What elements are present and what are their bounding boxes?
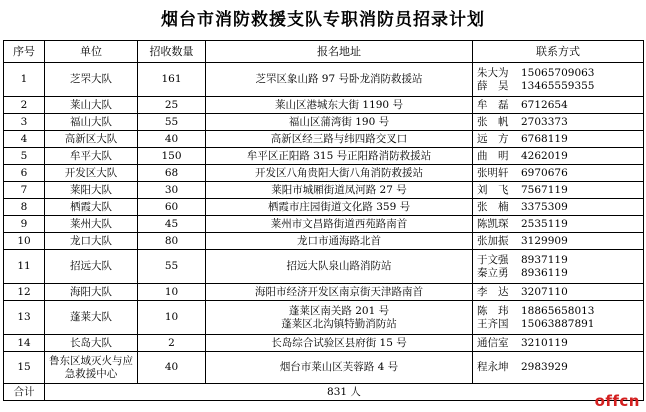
row-contact — [473, 63, 644, 97]
table-row — [4, 148, 644, 165]
address-line: 芝罘区象山路 97 号卧龙消防救援站 — [255, 73, 423, 85]
row-unit: 长岛大队 — [45, 335, 138, 352]
contact-line — [477, 150, 641, 163]
row-count: 25 — [138, 97, 206, 114]
row-address — [206, 233, 473, 250]
row-address — [206, 216, 473, 233]
row-unit: 高新区大队 — [45, 131, 138, 148]
row-unit: 鲁东区域灭火与应急救援中心 — [45, 352, 138, 384]
contact-phone: 6768119 — [521, 132, 568, 145]
row-count: 60 — [138, 199, 206, 216]
table-row — [4, 182, 644, 199]
row-no: 3 — [4, 114, 45, 131]
row-unit: 海阳大队 — [45, 284, 138, 301]
row-contact — [473, 216, 644, 233]
row-unit: 莱山大队 — [45, 97, 138, 114]
row-count: 45 — [138, 216, 206, 233]
contact-phone: 4262019 — [521, 149, 568, 162]
address-line: 福山区蒲湾街 190 号 — [288, 115, 390, 128]
contact-name: 刘 飞 — [477, 183, 509, 196]
contact-name: 通信室 — [477, 336, 509, 349]
contact-line — [477, 116, 641, 129]
row-address — [206, 335, 473, 352]
contact-line — [477, 267, 641, 280]
header-contact: 联系方式 — [473, 41, 644, 63]
row-count: 150 — [138, 148, 206, 165]
row-address — [206, 165, 473, 182]
row-contact — [473, 182, 644, 199]
contact-name: 朱大为 — [477, 66, 509, 79]
row-address — [206, 131, 473, 148]
row-address — [206, 284, 473, 301]
contact-phone: 2703373 — [521, 115, 568, 128]
row-contact — [473, 352, 644, 384]
row-no: 5 — [4, 148, 45, 165]
total-label: 合计 — [4, 384, 45, 401]
address-line: 莱阳市城厢街道凤河路 27 号 — [271, 183, 407, 196]
contact-name: 陈 玮 — [477, 304, 509, 317]
table-row — [4, 335, 644, 352]
row-address — [206, 352, 473, 384]
table-row — [4, 165, 644, 182]
row-count: 10 — [138, 284, 206, 301]
row-count: 68 — [138, 165, 206, 182]
contact-line — [477, 201, 641, 214]
table-row — [4, 284, 644, 301]
table-row — [4, 199, 644, 216]
contact-name: 曲 明 — [477, 149, 509, 162]
row-address — [206, 250, 473, 284]
address-line: 龙口市通海路北首 — [297, 234, 381, 247]
row-no: 10 — [4, 233, 45, 250]
row-address — [206, 148, 473, 165]
row-count: 55 — [138, 114, 206, 131]
contact-phone: 3207110 — [521, 285, 568, 298]
contact-phone: 13465559355 — [521, 79, 595, 92]
row-contact — [473, 199, 644, 216]
address-line: 栖霞市庄园街道文化路 359 号 — [267, 200, 411, 213]
row-count: 40 — [138, 352, 206, 384]
row-count: 2 — [138, 335, 206, 352]
contact-phone: 7567119 — [521, 183, 568, 196]
row-count: 40 — [138, 131, 206, 148]
contact-name: 秦立勇 — [477, 266, 509, 279]
row-contact — [473, 131, 644, 148]
row-unit: 牟平大队 — [45, 148, 138, 165]
address-line: 蓬莱区北沟镇特勤消防站 — [281, 317, 397, 330]
contact-name: 张明轩 — [477, 166, 509, 179]
contact-line — [477, 337, 641, 350]
address-line: 牟平区正阳路 315 号正阳路消防救援站 — [246, 149, 432, 162]
row-contact — [473, 165, 644, 182]
address-line: 高新区经三路与纬四路交叉口 — [270, 132, 408, 145]
row-unit: 招远大队 — [45, 250, 138, 284]
contact-phone: 18865658013 — [521, 304, 595, 317]
contact-phone: 15065709063 — [521, 66, 595, 79]
row-contact — [473, 148, 644, 165]
row-contact — [473, 233, 644, 250]
row-unit: 栖霞大队 — [45, 199, 138, 216]
table-header-row — [4, 41, 644, 63]
table-row — [4, 63, 644, 97]
row-no: 2 — [4, 97, 45, 114]
row-count: 10 — [138, 301, 206, 335]
row-contact — [473, 114, 644, 131]
contact-line — [477, 361, 641, 374]
contact-name: 牟 磊 — [477, 98, 509, 111]
table-row — [4, 250, 644, 284]
row-no: 8 — [4, 199, 45, 216]
contact-line — [477, 80, 641, 93]
contact-line — [477, 305, 641, 318]
contact-name: 陈凯琛 — [477, 217, 509, 230]
row-unit: 蓬莱大队 — [45, 301, 138, 335]
contact-name: 程永坤 — [477, 361, 509, 373]
table-row — [4, 233, 644, 250]
table-row — [4, 301, 644, 335]
contact-phone: 3210119 — [521, 336, 568, 349]
contact-line — [477, 235, 641, 248]
table-body — [4, 63, 644, 401]
row-address — [206, 63, 473, 97]
header-count: 招收数量 — [138, 41, 206, 63]
header-address: 报名地址 — [206, 41, 473, 63]
contact-phone: 15063887891 — [521, 317, 595, 330]
address-line: 长岛综合试验区县府街 15 号 — [271, 336, 407, 349]
table-row — [4, 216, 644, 233]
row-unit: 福山大队 — [45, 114, 138, 131]
contact-line — [477, 67, 641, 80]
row-count: 55 — [138, 250, 206, 284]
row-unit: 芝罘大队 — [45, 63, 138, 97]
table-row — [4, 114, 644, 131]
contact-phone: 6712654 — [521, 98, 568, 111]
row-no: 9 — [4, 216, 45, 233]
row-no: 4 — [4, 131, 45, 148]
contact-name: 张 楠 — [477, 200, 509, 213]
contact-phone: 3375309 — [521, 200, 568, 213]
contact-name: 张加振 — [477, 234, 509, 247]
table-row — [4, 131, 644, 148]
row-address — [206, 199, 473, 216]
contact-phone: 2983929 — [521, 361, 568, 373]
address-line: 海阳市经济开发区南京街天津路南首 — [255, 285, 423, 298]
address-line: 莱山区港城东大街 1190 号 — [275, 98, 403, 111]
row-unit: 莱州大队 — [45, 216, 138, 233]
header-no: 序号 — [4, 41, 45, 63]
row-count: 161 — [138, 63, 206, 97]
row-no: 6 — [4, 165, 45, 182]
row-count: 80 — [138, 233, 206, 250]
contact-name: 王齐国 — [477, 317, 509, 330]
header-unit: 单位 — [45, 41, 138, 63]
recruitment-table — [3, 40, 644, 401]
row-unit: 龙口大队 — [45, 233, 138, 250]
total-value: 831 人 — [45, 384, 644, 401]
contact-line — [477, 133, 641, 146]
address-line: 烟台市莱山区芙蓉路 4 号 — [279, 361, 399, 373]
table-row — [4, 97, 644, 114]
contact-phone: 6970676 — [521, 166, 568, 179]
row-address — [206, 97, 473, 114]
row-address — [206, 182, 473, 199]
address-line: 开发区八角贵阳大街八角消防救援站 — [255, 166, 423, 179]
contact-line — [477, 184, 641, 197]
row-no: 7 — [4, 182, 45, 199]
row-unit: 莱阳大队 — [45, 182, 138, 199]
row-no: 13 — [4, 301, 45, 335]
row-address — [206, 114, 473, 131]
row-unit: 开发区大队 — [45, 165, 138, 182]
row-no: 12 — [4, 284, 45, 301]
row-address — [206, 301, 473, 335]
address-line: 蓬莱区南关路 201 号 — [288, 304, 390, 317]
row-contact — [473, 250, 644, 284]
contact-phone: 8937119 — [521, 253, 568, 266]
address-line: 莱州市文昌路街道西苑路南首 — [270, 217, 408, 230]
contact-name: 李 达 — [477, 285, 509, 298]
row-count: 30 — [138, 182, 206, 199]
row-no: 15 — [4, 352, 45, 384]
row-contact — [473, 97, 644, 114]
contact-line — [477, 254, 641, 267]
contact-name: 于文强 — [477, 253, 509, 266]
row-contact — [473, 335, 644, 352]
contact-phone: 8936119 — [521, 266, 568, 279]
contact-name: 远 方 — [477, 132, 509, 145]
contact-line — [477, 167, 641, 180]
table-row — [4, 352, 644, 384]
total-row — [4, 384, 644, 401]
row-no: 14 — [4, 335, 45, 352]
contact-name: 张 帆 — [477, 115, 509, 128]
contact-name: 薛 昊 — [477, 79, 509, 92]
contact-line — [477, 286, 641, 299]
address-line: 招远大队泉山路消防站 — [286, 260, 392, 272]
row-contact — [473, 301, 644, 335]
contact-phone: 2535119 — [521, 217, 568, 230]
contact-line — [477, 318, 641, 331]
row-contact — [473, 284, 644, 301]
row-no: 11 — [4, 250, 45, 284]
contact-line — [477, 218, 641, 231]
page-title: 烟台市消防救援支队专职消防员招录计划 — [161, 10, 485, 30]
row-no: 1 — [4, 63, 45, 97]
contact-line — [477, 99, 641, 112]
contact-phone: 3129909 — [521, 234, 568, 247]
watermark-logo: offcn — [594, 392, 640, 410]
